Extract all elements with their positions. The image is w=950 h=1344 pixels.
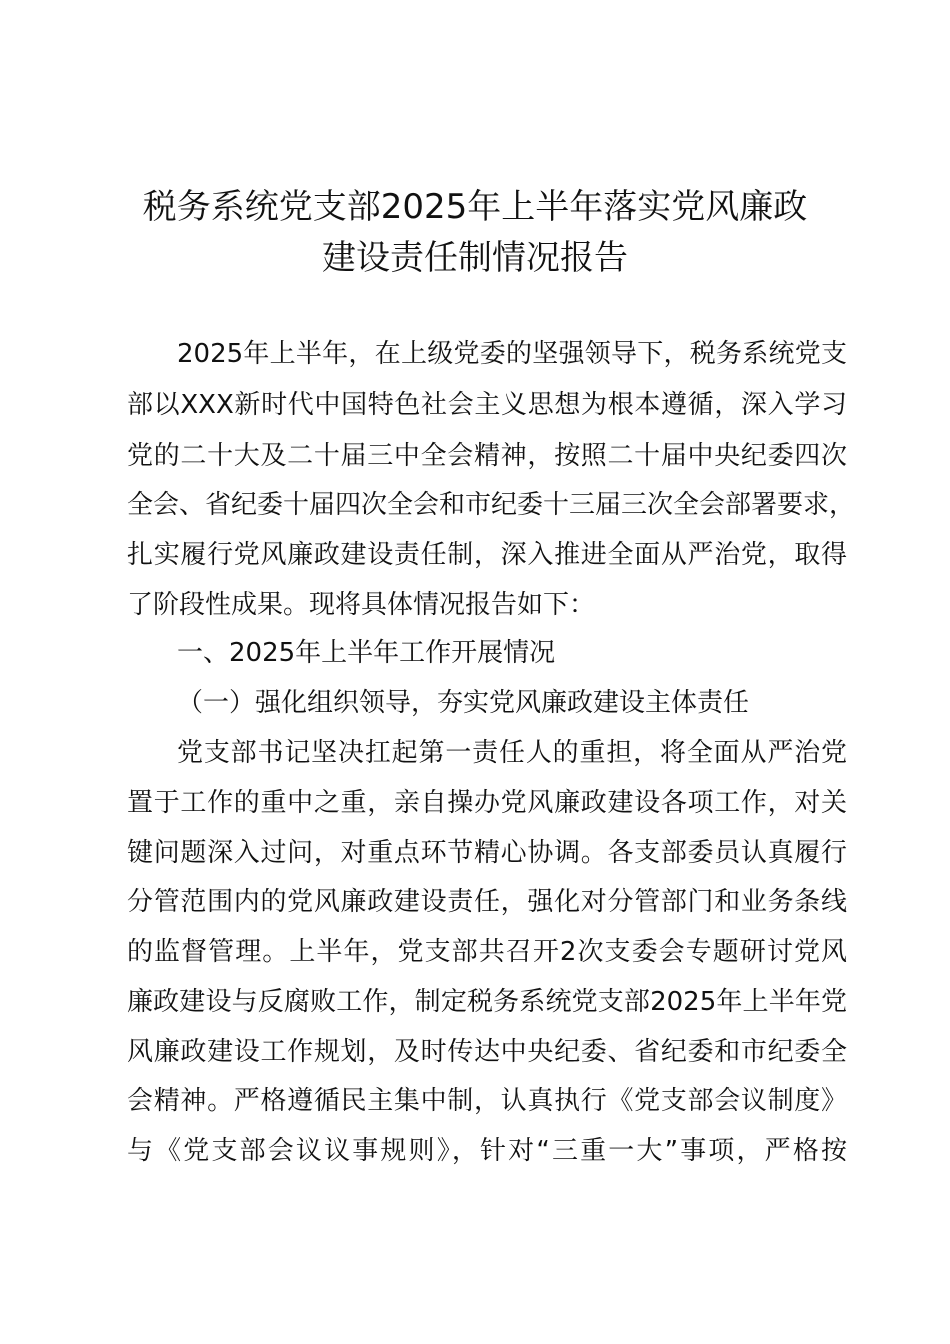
section-heading-1: 一、2025年上半年工作开展情况 xyxy=(177,638,556,668)
body-line-5: 扎实履行党风廉政建设责任制，深入推进全面从严治党，取得 xyxy=(127,540,847,570)
document-title-line-2: 建设责任制情况报告 xyxy=(322,238,628,278)
body-line-3: 党的二十大及二十届三中全会精神，按照二十届中央纪委四次 xyxy=(127,441,847,471)
subsection-heading-1: （一）强化组织领导，夯实党风廉政建设主体责任 xyxy=(177,688,750,718)
document-title-line-1: 税务系统党支部2025年上半年落实党风廉政 xyxy=(142,187,808,227)
body-line-4: 全会、省纪委十届四次全会和市纪委十三届三次全会部署要求， xyxy=(127,490,856,520)
body-line-6: 了阶段性成果。现将具体情况报告如下： xyxy=(127,590,596,620)
body-line-7: 党支部书记坚决扛起第一责任人的重担，将全面从严治党 xyxy=(177,738,847,768)
body-line-13: 风廉政建设工作规划，及时传达中央纪委、省纪委和市纪委全 xyxy=(127,1037,847,1067)
body-line-14: 会精神。严格遵循民主集中制，认真执行《党支部会议制度》 xyxy=(127,1086,847,1116)
body-line-1: 2025年上半年，在上级党委的坚强领导下，税务系统党支 xyxy=(177,339,847,369)
body-line-9: 键问题深入过问，对重点环节精心协调。各支部委员认真履行 xyxy=(127,838,847,868)
body-line-11: 的监督管理。上半年，党支部共召开2次支委会专题研讨党风 xyxy=(127,937,847,967)
body-line-2: 部以XXX新时代中国特色社会主义思想为根本遵循，深入学习 xyxy=(127,390,847,420)
body-line-8: 置于工作的重中之重，亲自操办党风廉政建设各项工作，对关 xyxy=(127,788,847,818)
body-line-12: 廉政建设与反腐败工作，制定税务系统党支部2025年上半年党 xyxy=(127,987,847,1017)
body-line-10: 分管范围内的党风廉政建设责任，强化对分管部门和业务条线 xyxy=(127,887,847,917)
body-line-15: 与《党支部会议议事规则》，针对“三重一大”事项，严格按 xyxy=(127,1136,847,1166)
